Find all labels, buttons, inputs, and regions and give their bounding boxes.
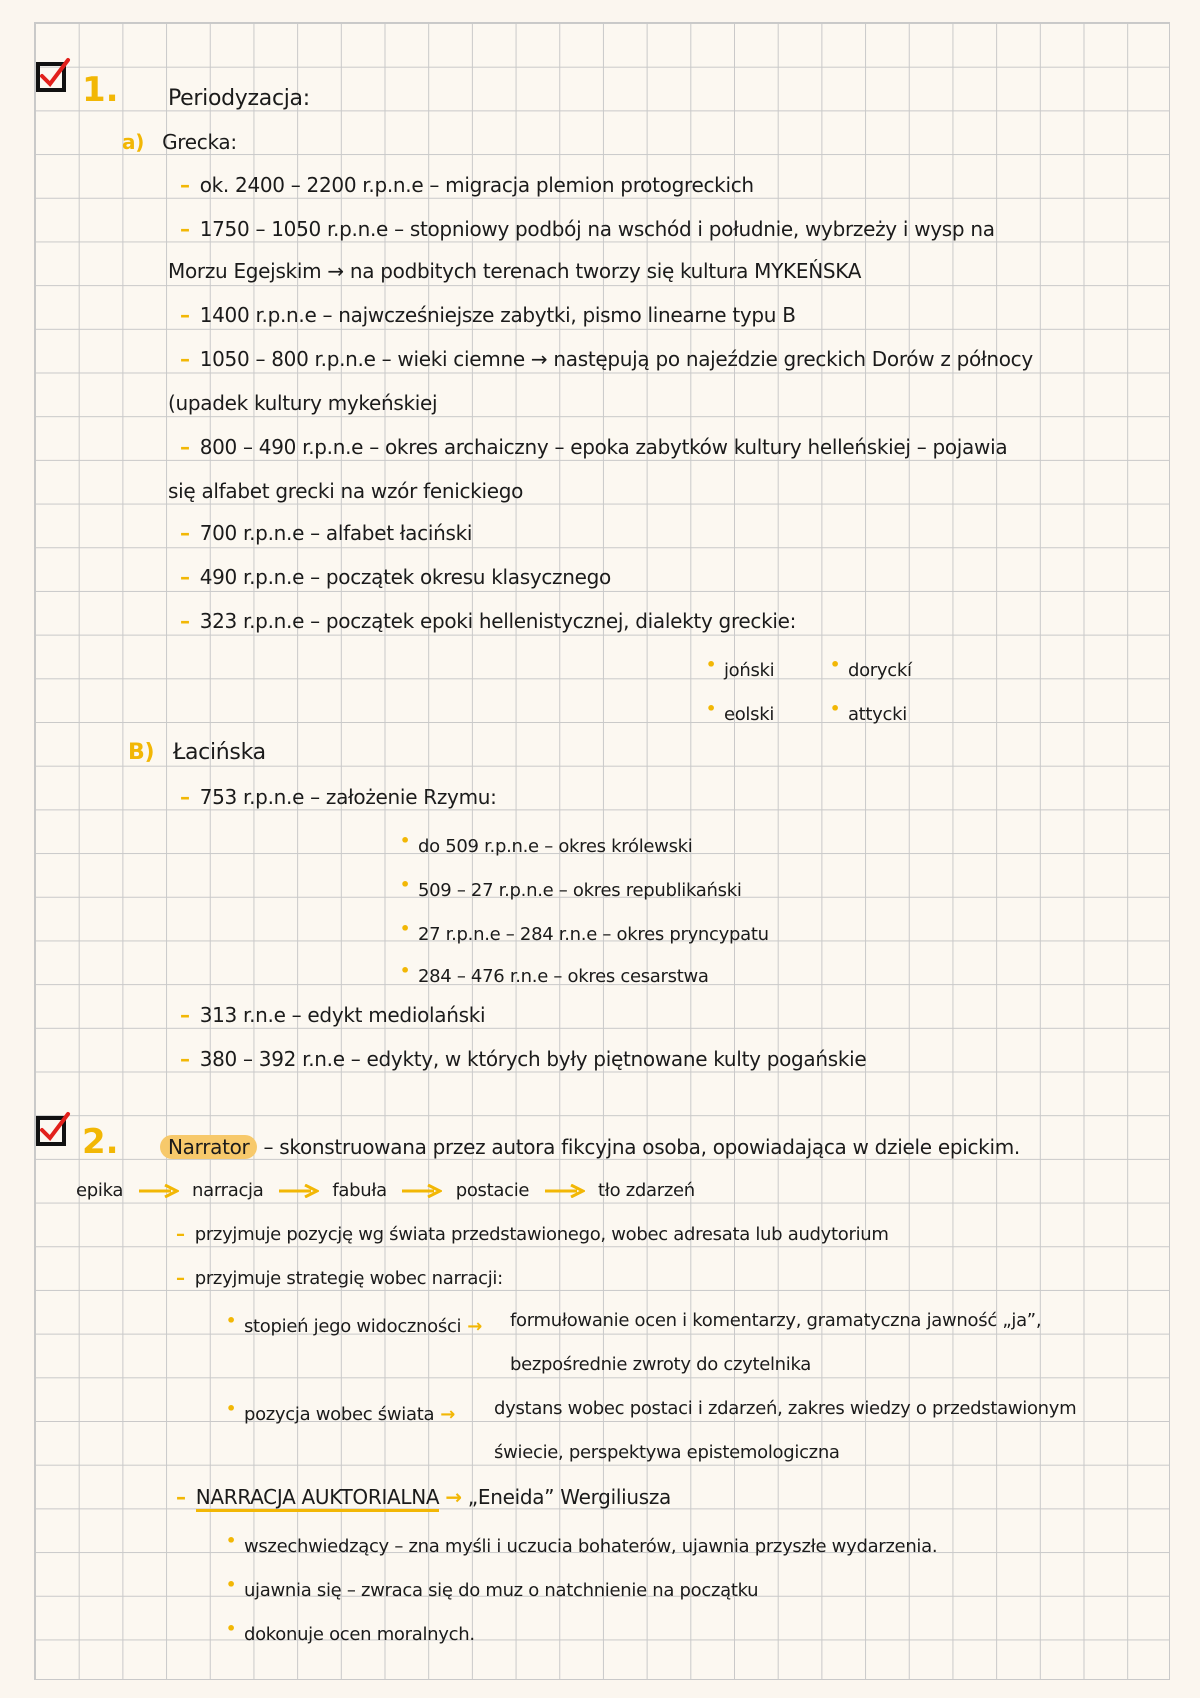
subsection-title: Łacińska <box>172 740 266 765</box>
dialect-item: • attycki <box>830 699 907 725</box>
strategy-right: formułowanie ocen i komentarzy, gramatyczna jawność „ja”, <box>510 1310 1042 1331</box>
greek-item: – 1050 – 800 r.p.n.e – wieki ciemne → następują po najeździe greckich Dorów z północy <box>180 347 1033 371</box>
strategy-right: świecie, perspektywa epistemologiczna <box>494 1442 840 1463</box>
greek-item: – 490 r.p.n.e – początek okresu klasycznego <box>180 565 611 589</box>
subsection-latin <box>128 740 266 766</box>
arrow-right-icon <box>543 1184 585 1198</box>
greek-item-continued: się alfabet grecki na wzór fenickiego <box>168 479 524 503</box>
greek-item: – 700 r.p.n.e – alfabet łaciński <box>180 521 473 545</box>
subsection-label: B) <box>128 740 155 765</box>
auktorialna-point: • ujawnia się – zwraca się do muz o natchnienie na początku <box>226 1575 759 1601</box>
greek-item: – 800 – 490 r.p.n.e – okres archaiczny – epoka zabytków kultury helleńskiej – pojawia <box>180 435 1008 459</box>
arrow-right-icon <box>277 1184 319 1198</box>
greek-item: – 1400 r.p.n.e – najwcześniejsze zabytki, pismo linearne typu B <box>180 303 796 327</box>
subsection-greek <box>122 129 237 155</box>
latin-item: – 753 r.p.n.e – założenie Rzymu: <box>180 785 497 809</box>
strategy-left: • pozycja wobec świata → <box>226 1399 455 1425</box>
latin-period: • 509 – 27 r.p.n.e – okres republikański <box>400 875 742 901</box>
subsection-title: Grecka: <box>162 130 237 154</box>
narrator-item: – przyjmuje strategię wobec narracji: <box>176 1268 503 1289</box>
auktorialna-heading: – NARRACJA AUKTORIALNA → „Eneida” Wergiliusza <box>176 1484 671 1510</box>
greek-item-continued: Morzu Egejskim → na podbitych terenach tworzy się kultura MYKEŃSKA <box>168 259 862 283</box>
strategy-right: dystans wobec postaci i zdarzeń, zakres wiedzy o przedstawionym <box>494 1398 1077 1419</box>
latin-period: • do 509 r.p.n.e – okres królewski <box>400 831 693 857</box>
highlight-term: Narrator <box>160 1135 257 1159</box>
dialect-item: • joński <box>706 655 775 681</box>
latin-item: – 380 – 392 r.n.e – edykty, w których były piętnowane kulty pogańskie <box>180 1047 867 1071</box>
checkbox-checked-icon <box>36 56 72 92</box>
arrow-right-icon <box>137 1184 179 1198</box>
section-title: Periodyzacja: <box>168 86 310 111</box>
narrator-item: – przyjmuje pozycję wg świata przedstawionego, wobec adresata lub audytorium <box>176 1224 889 1245</box>
section-number: 1. <box>82 70 119 110</box>
narrator-definition: Narrator – skonstruowana przez autora fikcyjna osoba, opowiadająca w dziele epickim. <box>160 1134 1020 1160</box>
strategy-left: • stopień jego widoczności → <box>226 1311 483 1337</box>
latin-period: • 27 r.p.n.e – 284 r.n.e – okres pryncypatu <box>400 919 769 945</box>
section-number: 2. <box>82 1122 119 1162</box>
greek-item: – 323 r.p.n.e – początek epoki hellenistycznej, dialekty greckie: <box>180 609 797 633</box>
dialect-item: • doryckí <box>830 655 912 681</box>
checkbox-checked-icon <box>36 1110 72 1146</box>
arrow-right-icon <box>400 1184 442 1198</box>
auktorialna-point: • wszechwiedzący – zna myśli i uczucia bohaterów, ujawnia przyszłe wydarzenia. <box>226 1531 938 1557</box>
dialect-item: • eolski <box>706 699 775 725</box>
subsection-label: a) <box>122 130 145 154</box>
epika-chain: epika narracja fabuła postacie tło zdarzeń <box>76 1180 695 1201</box>
greek-item: – 1750 – 1050 r.p.n.e – stopniowy podbój na wschód i południe, wybrzeży i wysp na <box>180 217 995 241</box>
greek-item: – ok. 2400 – 2200 r.p.n.e – migracja plemion protogreckich <box>180 173 754 197</box>
latin-item: – 313 r.n.e – edykt mediolański <box>180 1003 486 1027</box>
greek-item-continued: (upadek kultury mykeńskiej <box>168 391 438 415</box>
auktorialna-point: • dokonuje ocen moralnych. <box>226 1619 475 1645</box>
latin-period: • 284 – 476 r.n.e – okres cesarstwa <box>400 961 709 987</box>
strategy-right: bezpośrednie zwroty do czytelnika <box>510 1354 812 1375</box>
